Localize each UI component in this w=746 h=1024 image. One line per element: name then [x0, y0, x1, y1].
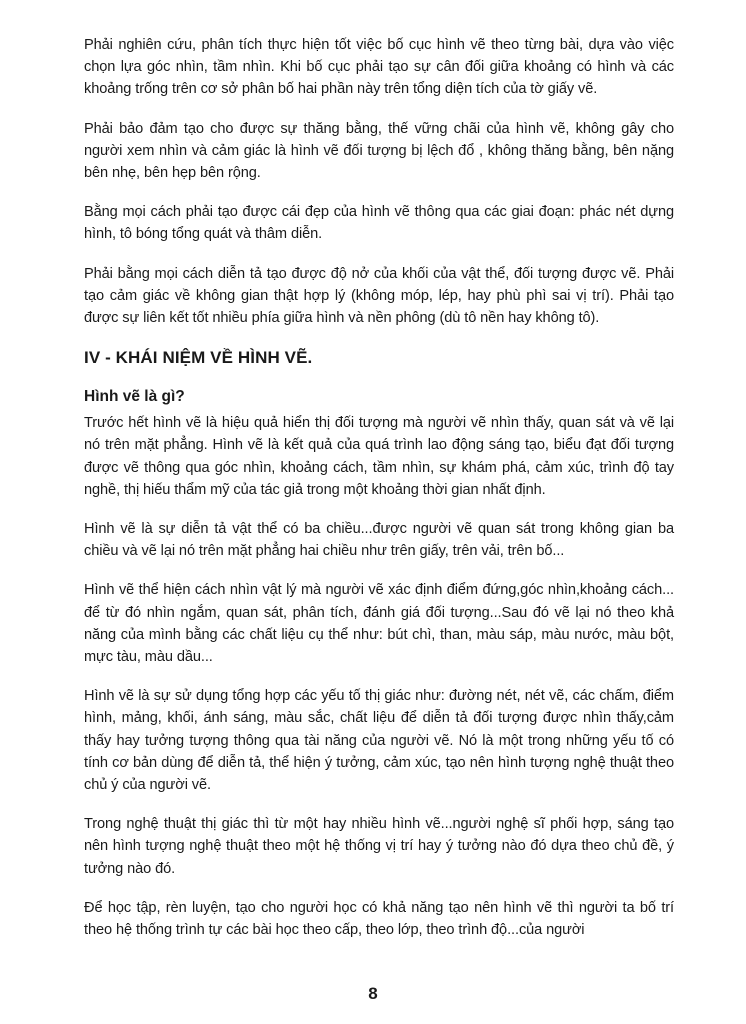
paragraph-definition: Trước hết hình vẽ là hiệu quả hiển thị đối tượng mà người vẽ nhìn thấy, quan sát và vẽ lại nó trên mặt phẳng. Hình vẽ là kết quả của quá trình lao động sáng tạo, biểu đạt đối tượng được vẽ thông qua góc nhìn, khoảng cách, tầm nhìn, sự khám phá, cảm xúc, trình độ tay nghề, thị hiếu thẩm mỹ của tác giả trong một khoảng thời gian nhất định.	[84, 415, 674, 498]
page-body	[84, 34, 674, 958]
paragraph-physical-view: Hình vẽ thể hiện cách nhìn vật lý mà người vẽ xác định điểm đứng,góc nhìn,khoảng cách... để từ đó nhìn ngắm, quan sát, phân tích, đánh giá đối tượng...Sau đó vẽ lại nó theo khả năng của mình bằng các chất liệu cụ thể như: bút chì, than, màu sáp, màu nước, màu bột, mực tàu, màu dầu...	[84, 582, 674, 666]
paragraph-learning: Để học tập, rèn luyện, tạo cho người học có khả năng tạo nên hình vẽ thì người ta bố trí theo hệ thống trình tự các bài học theo cấp, theo lớp, theo trình độ...của người	[84, 899, 674, 939]
paragraph-beauty: Bằng mọi cách phải tạo được cái đẹp của hình vẽ thông qua các giai đoạn: phác nét dựng hình, tô bóng tổng quát và thâm diễn.	[84, 204, 674, 243]
paragraph-visual-elements: Hình vẽ là sự sử dụng tổng hợp các yếu tố thị giác như: đường nét, nét vẽ, các chấm, điểm hình, mảng, khối, ánh sáng, màu sắc, chất liệu để diễn tả đối tượng được nhìn thấy,cảm thấy hay tưởng tượng thông qua tài năng của người vẽ. Nó là một trong những yếu tố có tính cơ bản dùng để diễn tả, thể hiện ý tưởng, cảm xúc, tạo nên hình tượng nghệ thuật theo chủ ý của người vẽ.	[84, 688, 674, 794]
page-number: 8	[368, 984, 378, 1003]
paragraph-composition: Phải nghiên cứu, phân tích thực hiện tốt việc bố cục hình vẽ theo từng bài, dựa vào việc chọn lựa góc nhìn, tầm nhìn. Khi bố cục phải tạo sự cân đối giữa khoảng có hình và các khoảng trống trên cơ sở phân bố hai phần này trên tổng diện tích của tờ giấy vẽ.	[84, 37, 674, 98]
sub-title: Hình vẽ là gì?	[84, 388, 185, 406]
paragraph-three-dimensions: Hình vẽ là sự diễn tả vật thể có ba chiều...được người vẽ quan sát trong không gian ba chiều và vẽ lại nó trên mặt phẳng hai chiều như trên giấy, trên vải, trên bố...	[84, 521, 674, 560]
paragraph-volume: Phải bằng mọi cách diễn tả tạo được độ nở của khối của vật thể, đối tượng được vẽ. Phải tạo cảm giác về không gian thật hợp lý (không móp, lép, hay phù phì sai vị trí). Phải tạo được sự liên kết tốt nhiều phía giữa hình và nền phông (dù tô nền hay không tô).	[84, 265, 674, 327]
paragraph-visual-art: Trong nghệ thuật thị giác thì từ một hay nhiều hình vẽ...người nghệ sĩ phối hợp, sáng tạo nên hình tượng nghệ thuật theo một hệ thống vị trí hay ý tưởng nào đó dựa theo chủ đề, ý tưởng nào đó.	[84, 816, 674, 877]
section-title: IV - KHÁI NIỆM VỀ HÌNH VẼ.	[84, 348, 313, 368]
paragraph-balance: Phải bảo đảm tạo cho được sự thăng bằng, thế vững chãi của hình vẽ, không gây cho người xem nhìn và cảm giác là hình vẽ đối tượng bị lệch đổ , không thăng bằng, bên nặng bên nhẹ, bên hẹp bên rộng.	[84, 120, 674, 182]
